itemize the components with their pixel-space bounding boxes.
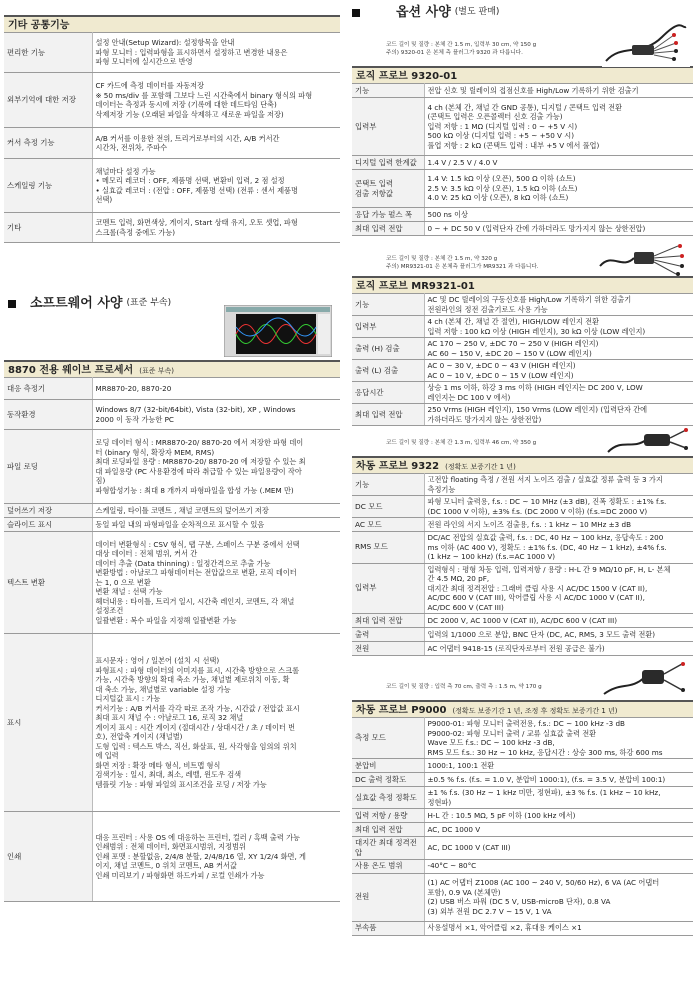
spec-label: 커서 측정 기능: [4, 128, 92, 159]
spec-value: AC, DC 1000 V: [424, 823, 693, 837]
table-row: [352, 518, 693, 532]
spec-value: 로딩 데이터 형식 : MR8870-20/ 8870-20 에서 저장한 파형 데이 터 (binary 형식, 확장자 MEM, RMS) 최대 로딩파일 용량 : MR8870-20/ 8870-20 에 저장할 수 있는 최 대 파일용량 (PC 사용환경에 따라 취급할 수 있는 파일용량이 작아 짐) 파형합성기능 : 최대 8 개까지 파형파일을 합성 가능 (.MEM 만): [92, 430, 340, 504]
spec-label: 디지털 입력 한계값: [352, 156, 424, 170]
probe-9320-image: [602, 23, 690, 67]
table-row: [352, 823, 693, 837]
table-row: [352, 474, 693, 496]
table-row: [352, 614, 693, 628]
spec-label: 편리한 기능: [4, 33, 92, 73]
spec-value: 전압 신호 및 릴레이의 접점신호를 High/Low 기록하기 위한 검출기: [424, 84, 693, 98]
table-row: [352, 773, 693, 787]
spec-value: 스케일링, 타이틀 코멘트 , 채널 코멘트의 덮어쓰기 저장: [92, 504, 340, 518]
table-row: [352, 563, 693, 614]
spec-label: 텍스트 변환: [4, 532, 92, 634]
table-row: [352, 316, 693, 338]
table-row: [352, 338, 693, 360]
table-row: [352, 170, 693, 208]
probe-9322-table: [352, 473, 693, 656]
spec-value: 4 ch (본체 간, 채널 간 절연), HIGH/LOW 레인지 전환 입력 저항 : 100 kΩ 이상 (HIGH 레인지), 30 kΩ 이상 (LOW 레인지): [424, 316, 693, 338]
spec-value: AC 어댑터 9418-15 (로직단자로부터 전원 공급은 불가): [424, 642, 693, 656]
spec-label: 부속품: [352, 921, 424, 935]
probe-p9000-caption: 코드 길이 및 질량 : 입력 측 70 cm, 출력 측 : 1.5 m, 약 170 g: [386, 684, 542, 690]
left-column: [4, 0, 340, 902]
spec-label: 최대 입력 전압: [352, 222, 424, 236]
probe-p9000-title: 차동 프로브 P9000: [356, 705, 447, 716]
table-row: [352, 642, 693, 656]
probe-mr9321-image: [598, 242, 690, 276]
wave-processor-title: 8870 전용 웨이브 프로세서: [8, 365, 134, 376]
spec-value: AC 및 DC 릴레이의 구동신호를 High/Low 기록하기 위한 검출기 전원라인의 정전 검출기로도 사용 가능: [424, 294, 693, 316]
wave-processor-band: 8870 전용 웨이브 프로세서 (표준 부속): [4, 360, 340, 377]
table-row: [4, 532, 340, 634]
spec-label: 동작환경: [4, 400, 92, 430]
spec-value: AC 0 ~ 30 V, ±DC 0 ~ 43 V (HIGH 레인지) AC 0 ~ 10 V, ±DC 0 ~ 15 V (LOW 레인지): [424, 360, 693, 382]
table-row: [352, 360, 693, 382]
table-row: [352, 718, 693, 759]
probe-9320-table: [352, 83, 693, 236]
spec-label: 외부기억에 대한 저장: [4, 73, 92, 128]
spec-value: CF 카드에 측정 데이터를 자동저장 ※ 50 ms/div 를 포함해 그보다 느린 시간축에서 binary 형식의 파형 데이터는 측정과 동시에 저장 (기록에 대한 데드타임 단축) 삭제저장 기능 (오래된 파일을 삭제하고 새로운 파일을 저장): [92, 73, 340, 128]
table-row: [4, 634, 340, 812]
common-functions-band: [4, 15, 340, 32]
spec-value: 입력의 1/1000 으로 분압, BNC 단자 (DC, AC, RMS, 3 모드 출력 전환): [424, 628, 693, 642]
spec-value: 대응 프린터 : 사용 OS 에 대응하는 프린터, 컬러 / 흑백 출력 가능 인쇄범위 : 전체 데이터, 화면표시범위, 지정범위 인쇄 포맷 : 분할없음, 2/4/8 분할, 2/4/8/16 열, XY 1/2/4 화면, 게 이지, 채널 코멘트, 0 위치 코멘트, AB 커서값 인쇄 미리보기 / 파형화면 하드카피 / 로컬 인쇄가 가능: [92, 812, 340, 902]
spec-label: 응답시간: [352, 382, 424, 404]
spec-label: 최대 입력 전압: [352, 614, 424, 628]
table-row: [352, 837, 693, 860]
spec-value: 4 ch (본체 간, 채널 간 GND 공통), 디지털 / 콘택트 입력 전환 (콘택트 입력은 오픈콜렉터 신호 검출 가능) 입력 저항 : 1 MΩ (디지털 입력 : 0 ~ +5 V 시) 500 kΩ 이상 (디지털 입력 : +5 ~ +50 V 시) 풀업 저항 : 2 kΩ (콘택트 입력 : 내부 +5 V 에서 풀업): [424, 98, 693, 156]
options-heading: 옵션 사양 (별도 판매): [352, 3, 693, 23]
spec-label: 출력 (L) 검출: [352, 360, 424, 382]
software-heading: 소프트웨어 사양 (표준 부속): [8, 293, 340, 315]
spec-label: 콘택트 입력 검출 저항값: [352, 170, 424, 208]
square-bullet-icon: [8, 300, 16, 308]
probe-mr9321-image-area: [352, 236, 693, 276]
spec-value: ±1 % f.s. (30 Hz ~ 1 kHz 미만, 정현파), ±3 % f.s. (1 kHz ~ 10 kHz, 정현파): [424, 787, 693, 809]
spec-label: 표시: [4, 634, 92, 812]
table-row: [4, 812, 340, 902]
table-row: [4, 518, 340, 532]
spec-value: 250 Vrms (HIGH 레인지), 150 Vrms (LOW 레인지) (입력단자 간에 가하더라도 망가지지 않는 상한전압): [424, 404, 693, 426]
spec-value: A/B 커서를 이용한 전위, 트리거로부터의 시간, A/B 커서간 시간차, 전위차, 주파수: [92, 128, 340, 159]
probe-9322-caption: 코드 길이 및 질량 : 본체 간 1.3 m, 입력부 46 cm, 약 350 g: [386, 440, 537, 446]
spec-label: RMS 모드: [352, 532, 424, 564]
spec-label: 실효값 측정 정확도: [352, 787, 424, 809]
table-row: [352, 496, 693, 518]
spec-label: 최대 입력 전압: [352, 823, 424, 837]
spec-value: 입력형식 : 평형 차동 입력, 입력저항 / 용량 : H-L 간 9 MΩ/10 pF, H, L- 본체 간 4.5 MΩ, 20 pF, 대지간 최대 정격전압 : 그래버 클립 사용 시 AC/DC 1500 V (CAT II), AC/DC 600 V (CAT III), 악어클립 사용 시 AC/DC 1000 V (CAT II), AC/DC 600 V (CAT III): [424, 563, 693, 614]
spec-value: (1) AC 어댑터 Z1008 (AC 100 ~ 240 V, 50/60 Hz), 6 VA (AC 어댑터 포함), 0.9 VA (본체만) (2) USB 버스 파워 (DC 5 V, USB-microB 단자), 0.8 VA (3) 외부 전원 DC 2.7 V ~ 15 V, 1 VA: [424, 873, 693, 921]
probe-9322-image-area: [352, 426, 693, 456]
spec-value: 표시문자 : 영어 / 일본어 (설치 시 선택) 파형표시 : 파형 데이터의 이미지를 표시, 시간축 방향으로 스크롤 가능, 시간축 방향의 확대 축소 가능, 채널별 제로위치 이동, 확 대 축소 가능, 채널별로 variable 설정 가능 디지털값 표시 : 가능 커서기능 : A/B 커서를 각각 따로 조작 가능, 시간값 / 전압값 표시 최대 표시 채널 수 : 아날로그 16, 로직 32 채널 게이지 표시 : 시간 게이지 (절대시간 / 상대시간 / 초 / 데이터 번 호), 전압축 게이지 (채널별) 도형 입력 : 텍스트 박스, 직선, 화살표, 원, 사각형을 임의의 위치 에 입력 화면 저장 : 확장 메타 형식, 비트맵 형식 검색기능 : 일시, 최대, 최소, 레벨, 윈도우 검색 템플릿 기능 : 파형 파일의 표시조건을 로딩 / 저장 가능: [92, 634, 340, 812]
probe-9320-title: 로직 프로브 9320-01: [356, 71, 458, 82]
table-row: [352, 532, 693, 564]
spec-value: P9000-01: 파형 모니터 출력전용, f.s.: DC ~ 100 kHz -3 dB P9000-02: 파형 모니터 출력 / 교류 실효값 출력 전환 Wave 모드 f.s.: DC ~ 100 kHz -3 dB, RMS 모드 f.s.: 30 Hz ~ 10 kHz, 응답시간 : 상승 300 ms, 하강 600 ms: [424, 718, 693, 759]
spec-value: DC/AC 전압의 실효값 출력, f.s. : DC, 40 Hz ~ 100 kHz, 응답속도 : 200 ms 이하 (AC 400 V), 정확도 : ±1% f.s. (DC, 40 Hz ~ 1 kHz), ±4% f.s. (1 kHz ~ 100 kHz) (f.s.=AC 1000 V): [424, 532, 693, 564]
spec-label: 대응 측정기: [4, 378, 92, 400]
spec-label: 대지간 최대 정격전압: [352, 837, 424, 860]
table-row: [4, 213, 340, 243]
spec-value: 전원 라인의 서지 노이즈 검출용, f.s. : 1 kHz ~ 10 MHz ±3 dB: [424, 518, 693, 532]
spec-value: 동일 파일 내의 파형파일을 순차적으로 표시할 수 있음: [92, 518, 340, 532]
spec-value: AC, DC 1000 V (CAT III): [424, 837, 693, 860]
spec-label: 슬라이드 표시: [4, 518, 92, 532]
spec-label: 측정 모드: [352, 718, 424, 759]
right-column: [352, 0, 693, 936]
table-row: [352, 84, 693, 98]
table-row: [352, 787, 693, 809]
table-row: [4, 33, 340, 73]
table-row: [4, 378, 340, 400]
spec-label: DC 모드: [352, 496, 424, 518]
common-functions-title: 기타 공통기능: [8, 20, 70, 31]
probe-9322-band: 차동 프로브 9322 (정확도 보증기간 1 년): [352, 456, 693, 473]
probe-9320-band: [352, 66, 693, 83]
spec-label: 기능: [352, 294, 424, 316]
table-row: [352, 404, 693, 426]
software-image-area: [4, 315, 340, 360]
common-functions-table: [4, 32, 340, 243]
probe-mr9321-title: 로직 프로브 MR9321-01: [356, 281, 475, 292]
probe-mr9321-caption: 코드 길이 및 질량 : 본체 간 1.5 m, 약 320 g 주의) MR9321-01 은 본체측 플러그가 MR9321 과 다릅니다.: [386, 256, 539, 270]
spec-value: Windows 8/7 (32-bit/64bit), Vista (32-bit), XP , Windows 2000 이 동작 가능한 PC: [92, 400, 340, 430]
spec-value: AC 170 ~ 250 V, ±DC 70 ~ 250 V (HIGH 레인지) AC 60 ~ 150 V, ±DC 20 ~ 150 V (LOW 레인지): [424, 338, 693, 360]
table-row: [4, 159, 340, 213]
spec-value: 코멘트 입력, 화면색상, 게이지, Start 상태 유지, 오토 셋업, 파형 스크롤(측정 중에도 가능): [92, 213, 340, 243]
software-screenshot-image: [224, 305, 332, 357]
spec-label: 출력: [352, 628, 424, 642]
spec-value: 설정 안내(Setup Wizard): 설정항목을 안내 파형 모니터 : 입력파형을 표시하면서 설정하고 변경한 내용은 파형 모니터에 실시간으로 반영: [92, 33, 340, 73]
spec-label: 출력 (H) 검출: [352, 338, 424, 360]
table-row: [352, 759, 693, 773]
spec-value: 1000:1, 100:1 전환: [424, 759, 693, 773]
spec-label: 응답 가능 펄스 폭: [352, 208, 424, 222]
spec-label: 최대 입력 전압: [352, 404, 424, 426]
probe-mr9321-band: [352, 276, 693, 293]
spec-value: H-L 간 : 10.5 MΩ, 5 pF 이하 (100 kHz 에서): [424, 809, 693, 823]
spec-value: 상승 1 ms 이하, 하강 3 ms 이하 (HIGH 레인지는 DC 200 V, LOW 레인지는 DC 100 V 에서): [424, 382, 693, 404]
software-table: [4, 377, 340, 902]
spec-label: AC 모드: [352, 518, 424, 532]
spec-label: 기능: [352, 474, 424, 496]
table-row: [352, 294, 693, 316]
spec-label: 입력부: [352, 98, 424, 156]
probe-p9000-band: 차동 프로브 P9000 (정확도 보증기간 1 년, 조정 후 정확도 보증기간 1 년): [352, 700, 693, 717]
spec-label: 전원: [352, 873, 424, 921]
probe-9320-caption: 코드 길이 및 질량 : 본체 간 1.5 m, 입력부 30 cm, 약 150 g 주의) 9320-01 은 본체 측 플러그가 9320 과 다릅니다.: [386, 42, 537, 56]
probe-p9000-image: [602, 660, 690, 698]
probe-p9000-table: [352, 717, 693, 936]
spec-value: -40°C ~ 80°C: [424, 859, 693, 873]
probe-9322-title: 차동 프로브 9322: [356, 461, 440, 472]
table-row: [352, 628, 693, 642]
table-row: [4, 504, 340, 518]
spec-value: 사용설명서 ×1, 악어클립 ×2, 휴대용 케이스 ×1: [424, 921, 693, 935]
table-row: [352, 208, 693, 222]
table-row: [352, 859, 693, 873]
spec-value: 1.4 V: 1.5 kΩ 이상 (오픈), 500 Ω 이하 (쇼트) 2.5 V: 3.5 kΩ 이상 (오픈), 1.5 kΩ 이하 (쇼트) 4.0 V: 25 kΩ 이상 (오픈), 8 kΩ 이하 (쇼트): [424, 170, 693, 208]
table-row: [352, 809, 693, 823]
spec-value: 데이터 변환형식 : CSV 형식, 탭 구분, 스페이스 구분 중에서 선택 대상 데이터 : 전체 범위, 커서 간 데이터 추출 (Data thinning) : 일정간격으로 추출 가능 변환방법 : 아날로그 파형데이터는 전압값으로 변환, 로직 데이터 는 1, 0 으로 변환 변환 채널 : 선택 가능 헤더내용 : 타이틀, 트리거 일시, 시간축 레인지, 코멘트, 각 채널 설정조건 일괄변환 : 복수 파일을 지정해 일괄변환 가능: [92, 532, 340, 634]
probe-mr9321-table: [352, 293, 693, 426]
spec-value: 500 ns 이상: [424, 208, 693, 222]
spec-label: 분압비: [352, 759, 424, 773]
spec-label: 입력부: [352, 563, 424, 614]
spec-label: 사용 온도 범위: [352, 859, 424, 873]
table-row: [352, 222, 693, 236]
spec-value: 0 ~ + DC 50 V (입력단자 간에 가하더라도 망가지지 않는 상한전압): [424, 222, 693, 236]
square-bullet-icon: [352, 9, 360, 17]
table-row: [4, 73, 340, 128]
probe-p9000-image-area: [352, 656, 693, 700]
spec-value: 파형 모니터 출력용, f.s. : DC ~ 10 MHz (±3 dB), 진폭 정확도 : ±1% f.s. (DC 1000 V 이하), ±3% f.s. (DC 2000 V 이하) (f.s.=DC 2000 V): [424, 496, 693, 518]
spec-value: 1.4 V / 2.5 V / 4.0 V: [424, 156, 693, 170]
spec-label: 입력 저항 / 용량: [352, 809, 424, 823]
spec-label: 인쇄: [4, 812, 92, 902]
spec-label: 스케일링 기능: [4, 159, 92, 213]
spec-label: 기능: [352, 84, 424, 98]
table-row: [4, 430, 340, 504]
probe-9322-image: [606, 426, 690, 456]
table-row: [4, 400, 340, 430]
spec-label: 기타: [4, 213, 92, 243]
spec-label: 파일 로딩: [4, 430, 92, 504]
spec-value: ±0.5 % f.s. (f.s. = 1.0 V, 분압비 1000:1), (f.s. = 3.5 V, 분압비 100:1): [424, 773, 693, 787]
spec-value: 고전압 floating 측정 / 전원 서지 노이즈 검출 / 실효값 정류 출력 등 3 가지 측정기능: [424, 474, 693, 496]
spec-value: MR8870-20, 8870-20: [92, 378, 340, 400]
spec-label: 덮어쓰기 저장: [4, 504, 92, 518]
table-row: [352, 382, 693, 404]
table-row: [352, 98, 693, 156]
table-row: [352, 921, 693, 935]
spec-label: 전원: [352, 642, 424, 656]
spec-label: 입력부: [352, 316, 424, 338]
table-row: [352, 873, 693, 921]
table-row: [352, 156, 693, 170]
spec-value: DC 2000 V, AC 1000 V (CAT II), AC/DC 600 V (CAT III): [424, 614, 693, 628]
table-row: [4, 128, 340, 159]
spec-label: DC 출력 정확도: [352, 773, 424, 787]
spec-value: 채널마다 설정 가능 • 메모리 레코더 : OFF, 제품명 선택, 변환비 입력, 2 점 설정 • 실효값 레코더 : (전압 : OFF, 제품명 선택) (전류 : 센서 제품명 선택): [92, 159, 340, 213]
probe-9320-image-area: [352, 23, 693, 66]
